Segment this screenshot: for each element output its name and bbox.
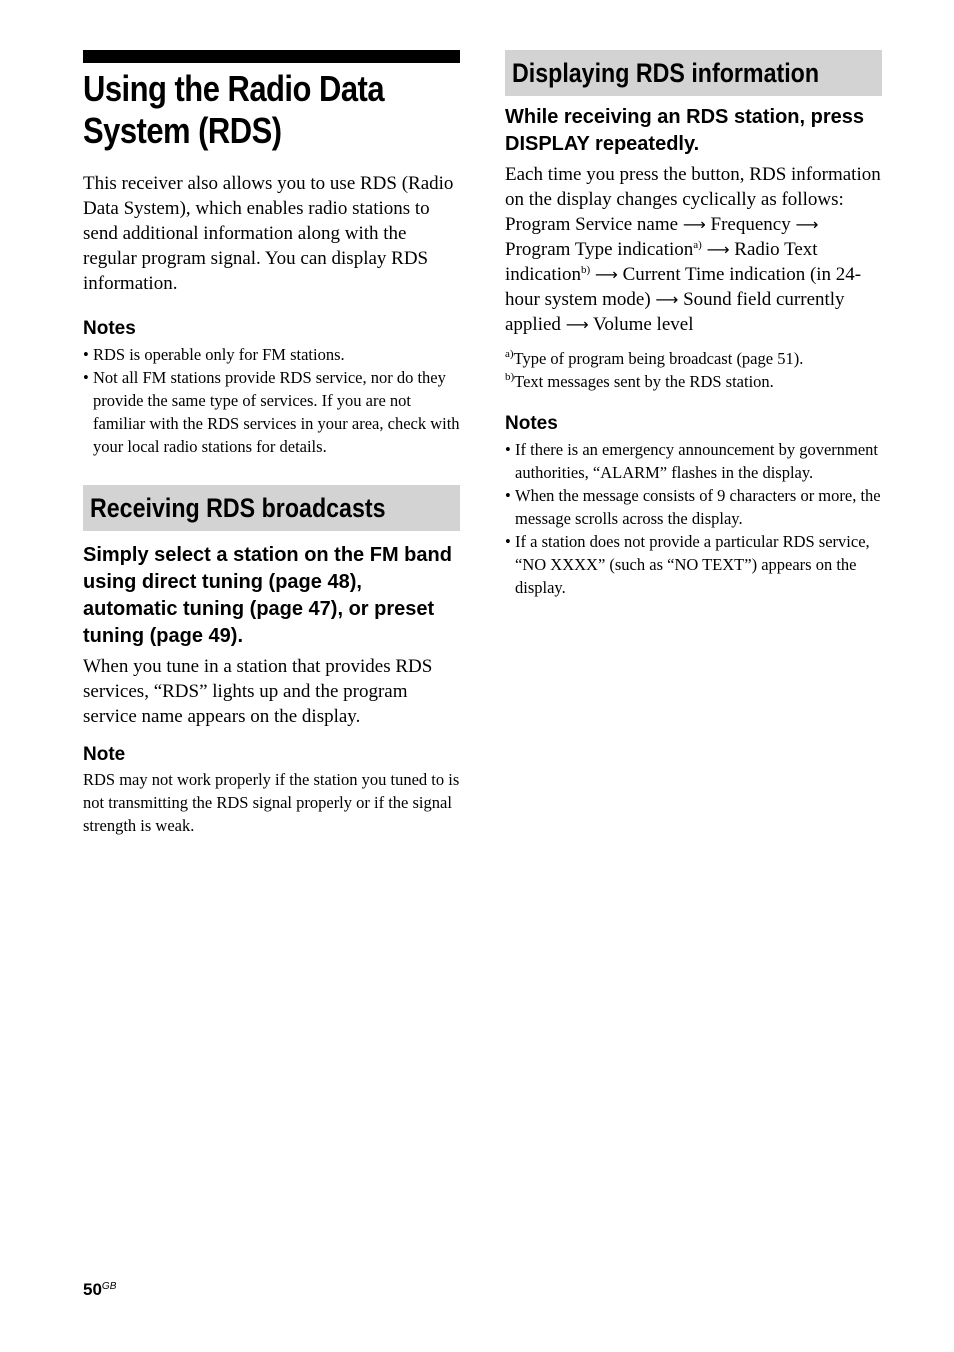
bullet-glyph: • <box>505 532 511 551</box>
notes-list <box>505 438 882 599</box>
page-title: Using the Radio Data System (RDS) <box>83 68 385 151</box>
section-bar-displaying <box>505 50 882 96</box>
bullet-glyph: • <box>83 368 89 387</box>
list-item <box>83 366 460 458</box>
footnotes <box>505 347 882 393</box>
list-item <box>505 530 882 599</box>
bullet-glyph: • <box>83 345 89 364</box>
sequence-item: Program Service name <box>505 214 679 235</box>
arrow-icon: ⟶ <box>682 215 706 234</box>
footnote-mark: a) <box>693 239 702 251</box>
note-heading: Note <box>83 744 126 765</box>
sequence-item: Sound field currently applied <box>505 289 845 335</box>
arrow-icon: ⟶ <box>594 265 618 284</box>
sequence-item: Program Type indication <box>505 239 694 260</box>
footnote-text: Type of program being broadcast (page 51). <box>513 349 804 368</box>
section-title: Displaying RDS information <box>512 58 820 88</box>
footnote <box>505 370 882 393</box>
footnote-mark: b) <box>580 264 591 276</box>
list-item <box>505 484 882 530</box>
notes-heading: Notes <box>505 413 558 434</box>
step-heading: While receiving an RDS station, press DISPLAY repeatedly. <box>505 106 864 155</box>
note-text: RDS may not work properly if the station you tuned to is not transmitting the RDS signal properly or if the signal strength is weak. <box>83 770 460 835</box>
display-sequence <box>505 212 882 337</box>
page-region-suffix: GB <box>101 1281 117 1292</box>
title-rule <box>83 50 460 63</box>
notes-heading: Notes <box>83 318 136 339</box>
bullet-glyph: • <box>505 486 511 505</box>
section-bar-receiving <box>83 485 460 531</box>
notes-list <box>83 343 460 458</box>
page-number-value: 50 <box>83 1280 102 1299</box>
intro-paragraph: This receiver also allows you to use RDS (Radio Data System), which enables radio stations to send additional information along with the regular program signal. You can display RDS information. <box>83 173 454 294</box>
note-item-text: If a station does not provide a particular RDS service, “NO XXXX” (such as “NO TEXT”) appears on the display. <box>515 532 870 597</box>
note-item-text: When the message consists of 9 characters or more, the message scrolls across the display. <box>515 486 881 528</box>
sequence-item: Current Time indication (in 24-hour system mode) <box>505 264 862 310</box>
left-column <box>83 50 460 837</box>
list-item <box>83 343 460 366</box>
step-body: Each time you press the button, RDS information on the display changes cyclically as follows: <box>505 164 881 210</box>
bullet-glyph: • <box>505 440 511 459</box>
list-item <box>505 438 882 484</box>
arrow-icon: ⟶ <box>565 315 589 334</box>
step-heading: Simply select a station on the FM band using direct tuning (page 48), automatic tuning (page 47), or preset tuning (page 49). <box>83 544 452 647</box>
arrow-icon: ⟶ <box>795 215 819 234</box>
note-item-text: If there is an emergency announcement by government authorities, “ALARM” flashes in the display. <box>515 440 879 482</box>
footnote <box>505 347 882 370</box>
footnote-mark: a) <box>505 348 514 360</box>
arrow-icon: ⟶ <box>655 290 679 309</box>
sequence-item: Volume level <box>593 314 694 335</box>
sequence-item: Radio Text indication <box>505 239 818 285</box>
note-item-text: RDS is operable only for FM stations. <box>93 345 345 364</box>
page-number <box>83 1280 116 1300</box>
note-item-text: Not all FM stations provide RDS service, nor do they provide the same type of services. If you are not familiar with the RDS services in your area, check with your local radio stations for details. <box>93 368 460 456</box>
footnote-text: Text messages sent by the RDS station. <box>514 372 774 391</box>
section-title: Receiving RDS broadcasts <box>90 493 386 523</box>
footnote-mark: b) <box>505 371 515 383</box>
right-column <box>505 50 882 599</box>
step-body: When you tune in a station that provides RDS services, “RDS” lights up and the program service name appears on the display. <box>83 656 433 727</box>
sequence-item: Frequency <box>710 214 791 235</box>
arrow-icon: ⟶ <box>706 240 730 259</box>
